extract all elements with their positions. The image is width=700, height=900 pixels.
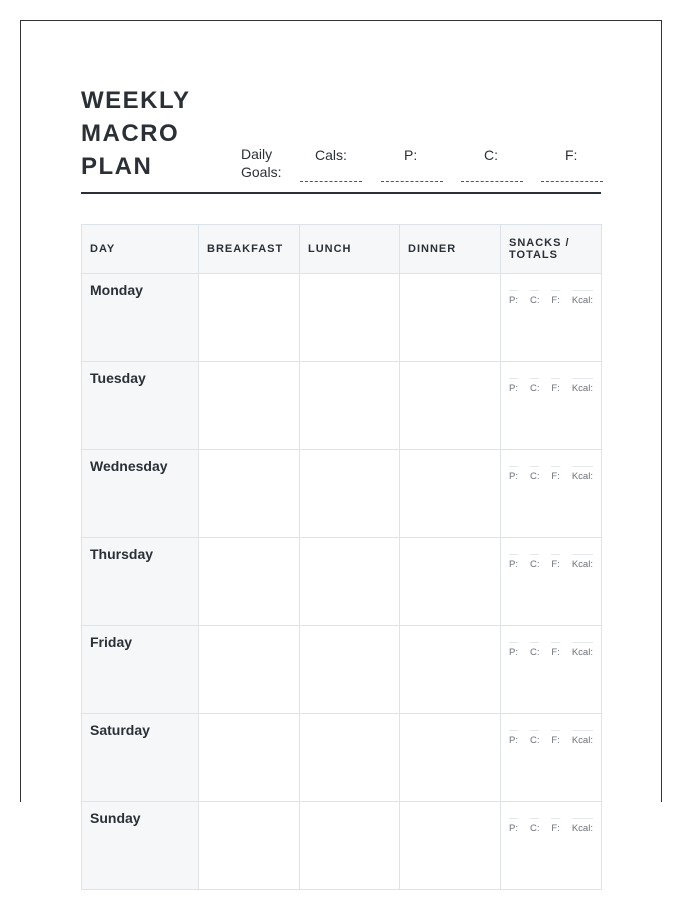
daily-goals-label — [241, 145, 281, 181]
breakfast-cell[interactable] — [199, 714, 300, 802]
snacks-totals-cell[interactable] — [501, 802, 602, 890]
goal-fat-label: F: — [565, 147, 578, 163]
day-label: Friday — [82, 626, 199, 714]
macro-label: Kcal: — [572, 730, 593, 746]
column-header-breakfast: BREAKFAST — [199, 225, 300, 274]
macro-label: Kcal: — [572, 378, 593, 394]
dinner-cell[interactable] — [400, 626, 501, 714]
title-line: WEEKLY — [81, 87, 191, 114]
macro-label: F: — [551, 818, 559, 834]
day-label: Monday — [82, 274, 199, 362]
dinner-cell[interactable] — [400, 274, 501, 362]
snacks-totals-cell[interactable] — [501, 714, 602, 802]
macro-label: F: — [551, 378, 559, 394]
lunch-cell[interactable] — [300, 274, 400, 362]
planner-page — [20, 20, 662, 834]
dinner-cell[interactable] — [400, 450, 501, 538]
day-label: Tuesday — [82, 362, 199, 450]
breakfast-cell[interactable] — [199, 274, 300, 362]
macro-label: P: — [509, 730, 518, 746]
macro-label: P: — [509, 818, 518, 834]
macro-totals — [509, 818, 593, 834]
header-divider — [81, 192, 601, 194]
macro-totals — [509, 290, 593, 306]
dinner-cell[interactable] — [400, 802, 501, 890]
macro-label: Kcal: — [572, 818, 593, 834]
column-header-day: DAY — [82, 225, 199, 274]
breakfast-cell[interactable] — [199, 538, 300, 626]
macro-label: Kcal: — [572, 290, 593, 306]
breakfast-cell[interactable] — [199, 626, 300, 714]
macro-totals — [509, 554, 593, 570]
goal-carbs-field[interactable] — [461, 181, 523, 182]
macro-label: P: — [509, 378, 518, 394]
lunch-cell[interactable] — [300, 362, 400, 450]
lunch-cell[interactable] — [300, 714, 400, 802]
macro-totals — [509, 642, 593, 658]
table-row — [82, 802, 602, 890]
dinner-cell[interactable] — [400, 714, 501, 802]
goal-carbs-label: C: — [484, 147, 498, 163]
macro-label: C: — [530, 730, 540, 746]
macro-totals — [509, 730, 593, 746]
macro-label: Kcal: — [572, 554, 593, 570]
macro-label: Kcal: — [572, 642, 593, 658]
macro-label: F: — [551, 554, 559, 570]
goals-label-line: Daily — [241, 146, 273, 162]
lunch-cell[interactable] — [300, 538, 400, 626]
table-row — [82, 626, 602, 714]
macro-label: C: — [530, 642, 540, 658]
macro-label: P: — [509, 642, 518, 658]
table-header-row — [82, 225, 602, 274]
column-header-snacks-totals: SNACKS / TOTALS — [501, 225, 602, 274]
snacks-totals-cell[interactable] — [501, 626, 602, 714]
day-label: Sunday — [82, 802, 199, 890]
table-row — [82, 274, 602, 362]
macro-label: C: — [530, 554, 540, 570]
macro-label: F: — [551, 290, 559, 306]
macro-label: F: — [551, 466, 559, 482]
title-line: PLAN — [81, 153, 153, 180]
table-row — [82, 362, 602, 450]
goals-label-line: Goals: — [241, 164, 282, 180]
macro-label: P: — [509, 290, 518, 306]
macro-label: C: — [530, 466, 540, 482]
table-row — [82, 450, 602, 538]
snacks-totals-cell[interactable] — [501, 450, 602, 538]
day-label: Thursday — [82, 538, 199, 626]
day-label: Wednesday — [82, 450, 199, 538]
breakfast-cell[interactable] — [199, 362, 300, 450]
table-row — [82, 714, 602, 802]
macro-label: P: — [509, 554, 518, 570]
day-label: Saturday — [82, 714, 199, 802]
dinner-cell[interactable] — [400, 362, 501, 450]
macro-label: F: — [551, 642, 559, 658]
lunch-cell[interactable] — [300, 802, 400, 890]
title-line: MACRO — [81, 120, 180, 147]
breakfast-cell[interactable] — [199, 802, 300, 890]
macro-label: C: — [530, 290, 540, 306]
macro-totals — [509, 378, 593, 394]
macro-label: Kcal: — [572, 466, 593, 482]
lunch-cell[interactable] — [300, 450, 400, 538]
goal-cals-label: Cals: — [315, 147, 347, 163]
column-header-lunch: LUNCH — [300, 225, 400, 274]
page-title — [81, 84, 190, 183]
macro-label: C: — [530, 378, 540, 394]
goal-fat-field[interactable] — [541, 181, 603, 182]
goal-protein-field[interactable] — [381, 181, 443, 182]
snacks-totals-cell[interactable] — [501, 538, 602, 626]
table-row — [82, 538, 602, 626]
snacks-totals-cell[interactable] — [501, 362, 602, 450]
meal-plan-table — [81, 224, 602, 890]
dinner-cell[interactable] — [400, 538, 501, 626]
goal-protein-label: P: — [404, 147, 418, 163]
macro-totals — [509, 466, 593, 482]
macro-label: C: — [530, 818, 540, 834]
goal-cals-field[interactable] — [300, 181, 362, 182]
macro-label: F: — [551, 730, 559, 746]
snacks-totals-cell[interactable] — [501, 274, 602, 362]
macro-label: P: — [509, 466, 518, 482]
breakfast-cell[interactable] — [199, 450, 300, 538]
lunch-cell[interactable] — [300, 626, 400, 714]
column-header-dinner: DINNER — [400, 225, 501, 274]
